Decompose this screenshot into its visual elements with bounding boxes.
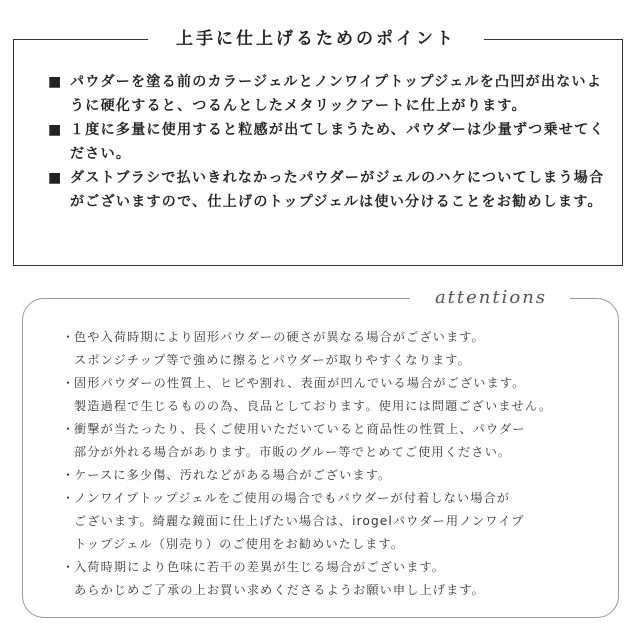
attentions-item-text	[74, 418, 607, 464]
attentions-line: トップジェル（別売り）のご使用をお勧めいたします。	[74, 537, 405, 551]
attentions-line: 部分が外れる場合があります。市販のグルー等でとめてご使用ください。	[74, 445, 512, 459]
square-bullet-icon: ■	[48, 122, 62, 138]
dot-bullet-icon: ・	[62, 560, 75, 574]
dot-bullet-icon: ・	[62, 468, 75, 482]
attentions-item	[62, 487, 607, 556]
attentions-line: 色や入荷時期により固形パウダーの硬さが異なる場合がございます。	[74, 330, 485, 344]
attentions-item	[62, 372, 607, 418]
attentions-item	[62, 326, 607, 372]
attentions-line: ノンワイプトップジェルをご使用の場合でもパウダーが付着しない場合が	[74, 491, 511, 505]
attentions-item-text	[74, 487, 607, 556]
tips-item	[48, 70, 608, 118]
attentions-title: attentions	[434, 287, 548, 308]
tips-item	[48, 118, 608, 166]
attentions-line: ございます。綺麗な鏡面に仕上げたい場合は、irogelパウダー用ノンワイプ	[74, 514, 525, 528]
attentions-line: ケースに多少傷、汚れなどがある場合がございます。	[74, 468, 392, 482]
tips-list	[48, 70, 608, 214]
attentions-item-text	[74, 464, 607, 487]
attentions-line: あらかじめご了承の上お買い求めくださるようお願い申し上げます。	[74, 583, 485, 597]
attentions-item-text	[74, 326, 607, 372]
attentions-item	[62, 464, 607, 487]
attentions-item-text	[74, 556, 607, 602]
attentions-line: 入荷時期により色味に若干の差異が生じる場合がございます。	[74, 560, 446, 574]
tips-item	[48, 166, 608, 214]
tips-title: 上手に仕上げるためのポイント	[176, 29, 456, 49]
square-bullet-icon: ■	[48, 170, 62, 186]
attentions-line: 製造過程で生じるものの為、良品としております。使用には問題ございません。	[74, 399, 553, 413]
tips-title-rule-right	[484, 39, 623, 40]
dot-bullet-icon: ・	[62, 491, 75, 505]
square-bullet-icon: ■	[48, 74, 62, 90]
dot-bullet-icon: ・	[62, 376, 75, 390]
tips-title-rule-left	[13, 39, 148, 40]
dot-bullet-icon: ・	[62, 422, 75, 436]
tips-item-text: １度に多量に使用すると粒感が出てしまうため、パウダーは少量ずつ乗せてください。	[70, 122, 605, 162]
attentions-line: スポンジチップ等で強めに擦るとパウダーが取りやすくなります。	[74, 353, 471, 367]
attentions-item	[62, 556, 607, 602]
attentions-item	[62, 418, 607, 464]
tips-item-text: パウダーを塗る前のカラージェルとノンワイプトップジェルを凸凹が出ないように硬化すると、つるんとしたメタリックアートに仕上がります。	[70, 74, 603, 114]
attentions-item-text	[74, 372, 607, 418]
dot-bullet-icon: ・	[62, 330, 75, 344]
tips-item-text: ダストブラシで払いきれなかったパウダーがジェルのハケについてしまう場合がございますので、仕上げのトップジェルは使い分けることをお勧めします。	[70, 170, 605, 210]
attentions-line: 固形パウダーの性質上、ヒビや割れ、表面が凹んでいる場合がございます。	[74, 376, 526, 390]
attentions-line: 衝撃が当たったり、長くご使用いただいていると商品性の性質上、パウダー	[74, 422, 526, 436]
attentions-list	[62, 326, 607, 602]
